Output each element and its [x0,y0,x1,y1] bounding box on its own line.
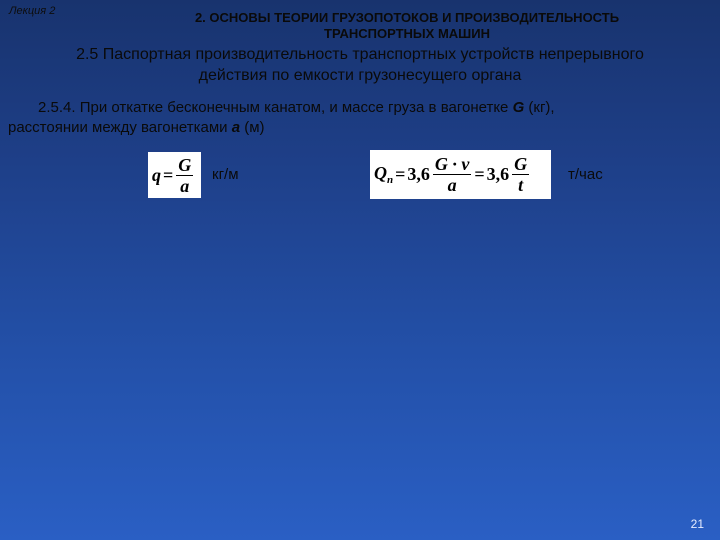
paragraph-text-3: расстоянии между вагонетками [8,119,232,136]
formula2-fraction-1 [433,154,472,195]
formula2-lhs: $Q_п$ [374,163,394,186]
paragraph-text-2: (кг), [524,99,555,116]
formula2-numerator-1: G · v [434,154,470,174]
paragraph-text-1: 2.5.4. При откатке бесконечным канатом, и массе груза в вагонетке [38,99,513,116]
formula1-fraction [176,155,193,196]
paragraph-line-1 [8,98,708,118]
variable-G: G [512,99,525,116]
formula1-denominator: a [180,175,190,196]
slide-title [108,10,706,42]
formula2-fraction-2 [512,154,529,195]
formula2-equals-2: = [474,164,485,184]
section-line-2: действия по емкости грузонесущего органа [198,67,522,84]
formula2-coefficient-1: 3,6 [407,164,430,184]
formula-linear-mass [148,152,201,198]
formula1-unit: кг/м [212,166,239,183]
paragraph-line-2 [8,118,708,138]
formula2-denominator-2: t [518,175,524,195]
formula1-numerator: G [178,154,192,175]
formula2-denominator-1: a [447,175,457,195]
formula2-coefficient-2: 3,6 [486,164,510,184]
formula-productivity [370,150,551,199]
formula2-numerator-2: G [514,154,528,174]
formula2-lhs-subscript: п [387,174,394,186]
formula1-lhs: q [152,164,161,185]
paragraph-text-4: (м) [240,119,265,136]
variable-a: а [231,119,241,136]
formula2-unit: т/час [568,166,603,183]
formula1-equals: = [163,164,174,185]
formula2-equals-1: = [395,164,406,184]
lecture-label: Лекция 2 [9,5,56,17]
page-number: 21 [690,517,704,531]
title-line-1: 2. ОСНОВЫ ТЕОРИИ ГРУЗОПОТОКОВ И ПРОИЗВОДИТЕЛЬНОСТЬ [194,10,620,25]
body-paragraph [8,98,708,138]
section-heading [20,44,700,86]
title-line-2: ТРАНСПОРТНЫХ МАШИН [324,26,490,41]
section-line-1: 2.5 Паспортная производительность транспортных устройств непрерывного [76,46,644,63]
